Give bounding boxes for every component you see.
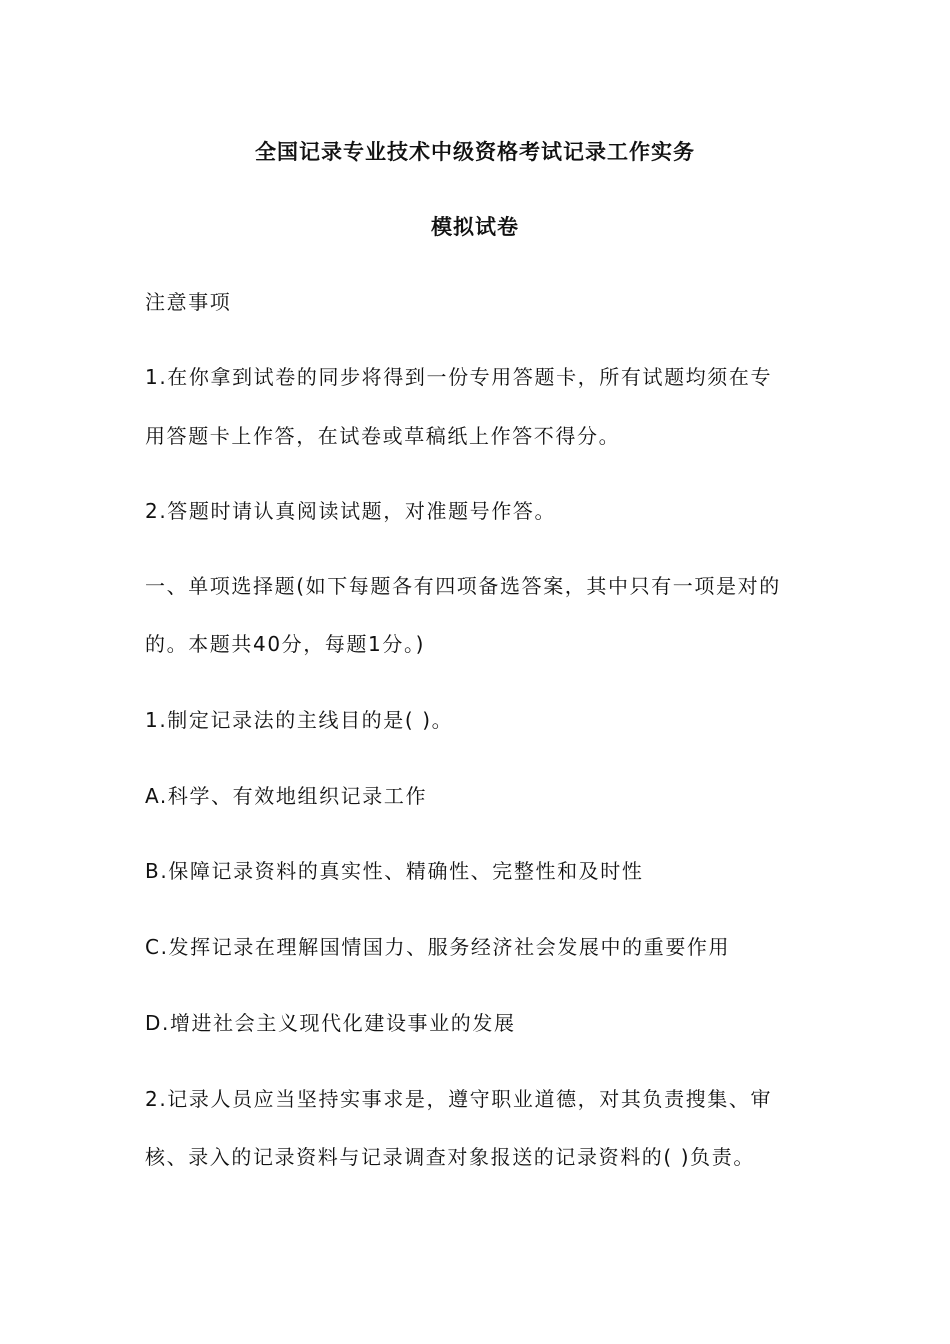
notice-item-2: 2.答题时请认真阅读试题，对准题号作答。 (145, 499, 557, 523)
question-1-stem: 1.制定记录法的主线目的是( )。 (145, 708, 454, 732)
question-2-stem-line-1: 2.记录人员应当坚持实事求是，遵守职业道德，对其负责搜集、审 (145, 1087, 773, 1111)
notice-item-1-line-2: 用答题卡上作答，在试卷或草稿纸上作答不得分。 (145, 424, 621, 448)
question-1-option-b: B.保障记录资料的真实性、精确性、完整性和及时性 (145, 859, 644, 883)
document-title-line-2: 模拟试卷 (431, 215, 519, 239)
section-heading-line-1: 一、单项选择题(如下每题各有四项备选答案，其中只有一项是对的 (145, 574, 781, 598)
notice-heading: 注意事项 (145, 290, 232, 314)
document-title-line-1: 全国记录专业技术中级资格考试记录工作实务 (255, 140, 695, 164)
question-1-option-d: D.增进社会主义现代化建设事业的发展 (145, 1011, 516, 1035)
notice-item-1-line-1: 1.在你拿到试卷的同步将得到一份专用答题卡，所有试题均须在专 (145, 365, 773, 389)
section-heading-line-2: 的。本题共40分，每题1分。) (145, 632, 425, 656)
question-2-stem-line-2: 核、录入的记录资料与记录调查对象报送的记录资料的( )负责。 (145, 1145, 755, 1169)
question-1-option-c: C.发挥记录在理解国情国力、服务经济社会发展中的重要作用 (145, 935, 731, 959)
question-1-option-a: A.科学、有效地组织记录工作 (145, 784, 428, 808)
